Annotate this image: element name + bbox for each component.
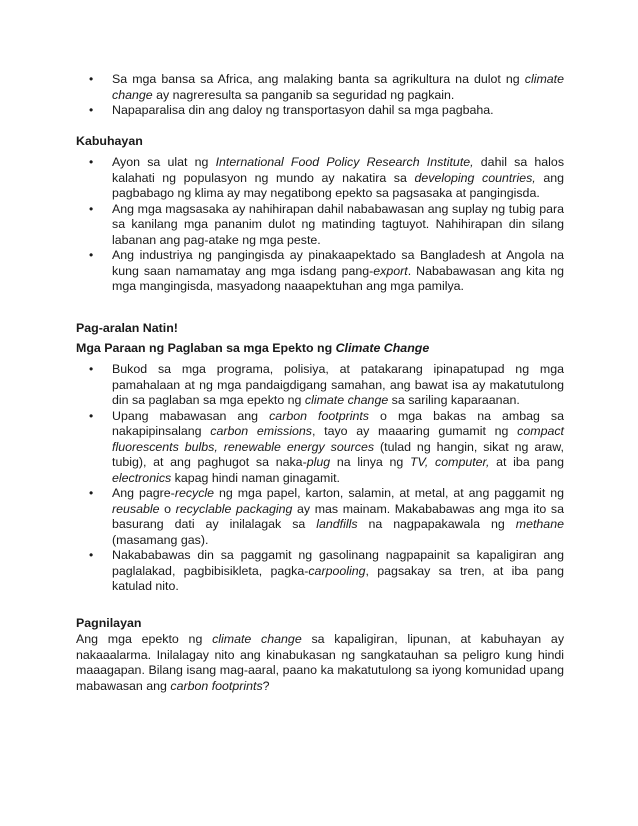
subheading-italic-text: Climate Change bbox=[335, 341, 430, 355]
italic-term: methane bbox=[515, 517, 564, 531]
bullet-dot-icon: • bbox=[89, 155, 94, 169]
italic-term: reusable bbox=[112, 501, 160, 516]
bullet-item: • Ayon sa ulat ng International Food Policy Research Institute, dahil sa halos kalahati ng populasyon ng mundo ay nakatira sa developing countries, ang pagbabago ng klima ay may negatibong epekto sa pagsasaka at pangingisda. bbox=[89, 155, 565, 200]
bullet-dot-icon: • bbox=[89, 548, 94, 562]
italic-term: carpooling bbox=[308, 563, 366, 578]
bullet-item: • Ang pagre-recycle ng mga papel, karton, salamin, at metal, at ang paggamit ng reusable o recyclable packaging ay mas mainam. Makababawas ang mga ito sa basurang dati ay inilalagak sa landfills na nagpapakawala ng methane (masamang gas). bbox=[89, 486, 564, 547]
italic-term: climate change bbox=[112, 72, 564, 102]
italic-term: plug bbox=[306, 455, 331, 469]
bullet-item: • Napaparalisa din ang daloy ng transportasyon dahil sa mga pagbaha. bbox=[89, 103, 494, 117]
italic-term: landfills bbox=[316, 517, 358, 531]
bullet-dot-icon: • bbox=[89, 486, 94, 500]
bullet-item: • Ang industriya ng pangingisda ay pinakaapektado sa Bangladesh at Angola na kung saan namamatay ang mga isdang pang-export. Nababawasan ang kita ng mga mangingisda, masyadong naaapektuhan ang mga pamilya. bbox=[89, 248, 565, 293]
bullet-item: • Sa mga bansa sa Africa, ang malaking banta sa agrikultura na dulot ng climate change ay nagreresulta sa panganib sa seguridad ng pagkain. bbox=[89, 72, 564, 102]
italic-term: export bbox=[373, 263, 408, 278]
pagnilayan-paragraph: Ang mga epekto ng climate change sa kapaligiran, lipunan, at kabuhayan ay nakaaalarma. Inilalagay nito ang kinabukasan ng sangkatauhan sa peligro kung hindi maaagapan. Bilang isang mag-aaral, paano ka makatutulong sa iyong komunidad upang mabawasan ang carbon footprints? bbox=[76, 632, 565, 693]
pagnilayan-heading: Pagnilayan bbox=[76, 616, 142, 630]
bullet-dot-icon: • bbox=[89, 408, 94, 423]
mga-paraan-subheading bbox=[76, 340, 429, 356]
kabuhayan-heading: Kabuhayan bbox=[76, 134, 143, 148]
bullet-dot-icon: • bbox=[89, 103, 94, 117]
bullet-item: • Upang mabawasan ang carbon footprints o mga bakas na ambag sa nakapipinsalang carbon emissions, tayo ay maaaring gumamit ng compact fluorescents bulbs, renewable energy sources (tulad ng hangin, sikat ng araw, tubig), at ang paghugot sa naka-plug na linya ng TV, computer, at iba pang electronics kapag hindi naman ginagamit. bbox=[89, 408, 565, 485]
intro-bullet-list bbox=[76, 72, 564, 119]
bullet-item: • Ang mga magsasaka ay nahihirapan dahil nababawasan ang suplay ng tubig para sa kanilang mga pananim dulot ng matinding tagtuyot. Nahihirapan din silang labanan ang pag-atake ng mga peste. bbox=[89, 201, 564, 247]
italic-term: compact fluorescents bulbs, renewable energy sources bbox=[112, 424, 564, 454]
italic-term: TV, computer, bbox=[409, 455, 490, 469]
bullet-dot-icon: • bbox=[89, 201, 94, 216]
paraan-bullet-list bbox=[76, 362, 564, 595]
bullet-dot-icon: • bbox=[89, 248, 94, 262]
pag-aralan-heading: Pag-aralan Natin! bbox=[76, 321, 178, 335]
italic-term: climate change bbox=[304, 393, 389, 407]
italic-term: recyclable packaging bbox=[175, 501, 293, 516]
bullet-item: • Bukod sa mga programa, polisiya, at patakarang ipinapatupad ng mga pamahalaan at ng mga pandaigdigang samahan, ang bawat isa ay makatutulong din sa paglaban sa mga epekto ng climate change sa sariling kaparaanan. bbox=[89, 362, 564, 407]
italic-term: International Food Policy Research Institute, bbox=[215, 155, 474, 169]
bullet-item: • Nakababawas din sa paggamit ng gasolinang nagpapainit sa kapaligiran ang paglalakad, pagbibisikleta, pagka-carpooling, pagsakay sa tren, at iba pang katulad nito. bbox=[89, 548, 565, 593]
italic-term: carbon footprints bbox=[269, 408, 369, 423]
italic-term: carbon footprints bbox=[170, 678, 263, 693]
italic-term: electronics bbox=[112, 470, 172, 485]
italic-term: climate change bbox=[212, 632, 302, 646]
italic-term: recycle bbox=[174, 486, 215, 500]
italic-term: developing countries, bbox=[414, 170, 536, 185]
bullet-dot-icon: • bbox=[89, 362, 94, 376]
kabuhayan-bullet-list bbox=[76, 155, 564, 295]
italic-term: carbon emissions bbox=[210, 424, 312, 438]
subheading-text: Mga Paraan ng Paglaban sa mga Epekto ng bbox=[76, 341, 336, 355]
bullet-dot-icon: • bbox=[89, 72, 94, 86]
